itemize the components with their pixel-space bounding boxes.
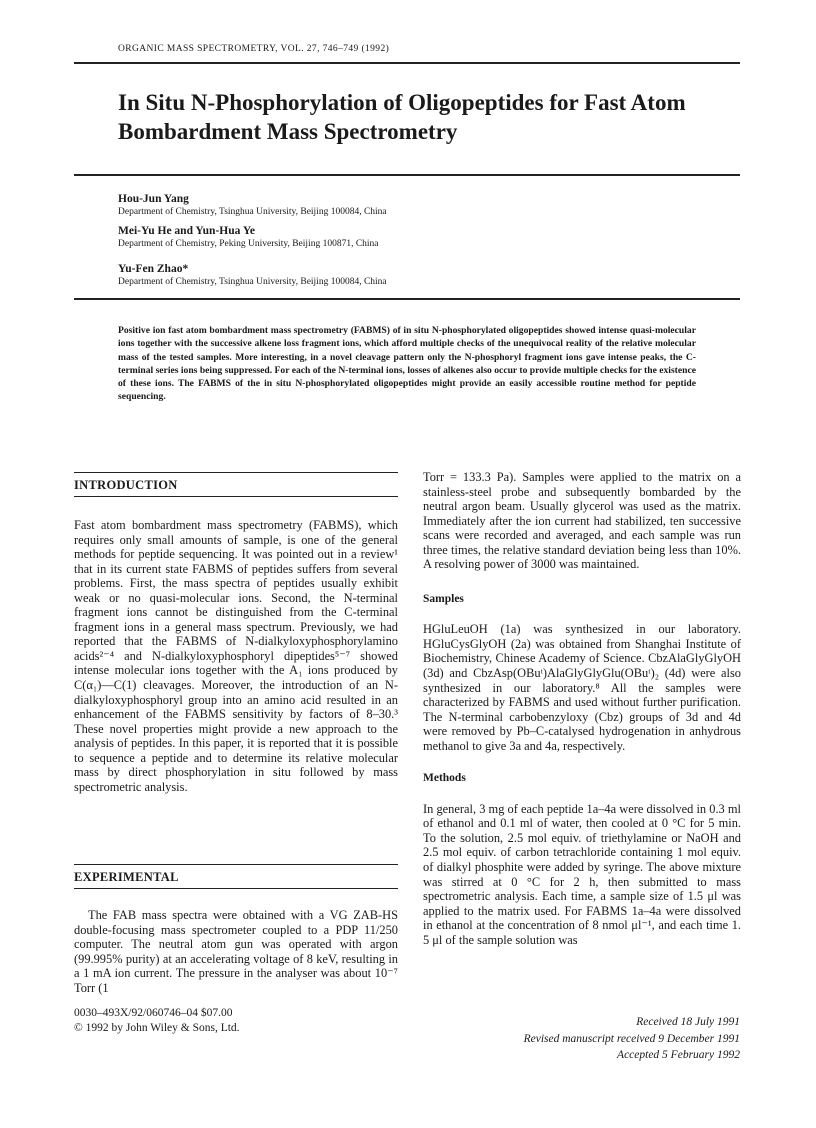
- article-code: 0030–493X/92/060746–04 $07.00: [74, 1007, 233, 1019]
- footer-publication-info: [74, 1006, 240, 1035]
- title-rule: [74, 174, 740, 176]
- author-entry: [118, 192, 678, 218]
- methods-heading: Methods: [423, 772, 466, 785]
- author-affiliation: Department of Chemistry, Tsinghua University, Beijing 100084, China: [118, 207, 387, 217]
- introduction-text: [74, 518, 398, 794]
- journal-header: ORGANIC MASS SPECTROMETRY, VOL. 27, 746–749 (1992): [118, 44, 390, 54]
- methods-paragraph: In general, 3 mg of each peptide 1a–4a were dissolved in 0.3 ml of ethanol and 0.1 ml of water, then cooled at 0 °C for 5 min. To the solution, 2.5 mol equiv. of triethylamine or NaOH and 2.5 mol equiv. of carbon tetrachloride containing 1 mol equiv. of dialkyl phosphite were added by syringe. The above mixture was stirred at 0 °C for 2 h, then submitted to mass spectrometric analysis. Each time, a sample size of 1.5 μl was applied to the matrix used. For FABMS 1a–4a were dissolved in ethanol at the concentration of 8 nmol μl⁻¹, and each time 1. 5 μl of the sample solution was: [423, 801, 741, 947]
- author-affiliation: Department of Chemistry, Peking University, Beijing 100871, China: [118, 239, 379, 249]
- introduction-heading-box: [74, 472, 398, 497]
- received-date: Received 18 July 1991: [636, 1016, 740, 1028]
- introduction-paragraph: Fast atom bombardment mass spectrometry (FABMS), which requires only small amounts of sample, is one of the general methods for peptide sequencing. It was pointed out in a review¹ that in its current state FABMS of peptides suffers from several problems. First, the mass spectra of peptides usually exhibit weak or no quasi-molecular ions. Second, the N-terminal fragment ions cannot be distinguished from the C-terminal fragment ions in a general mass spectrum. Previously, we had reported that the FABMS of N-dialkyloxyphosphorylamino acids²⁻⁴ and N-dialkyloxyphosphoryl dipeptides⁵⁻⁷ showed intense molecular ions together with the A₁ ions produced by C(α₁)—C(1) cleavages. Moreover, the introduction of an N-dialkyloxyphosphoryl group into an amino acid resulted in an enhancement of the FABMS sensitivity by factors of 8–30.³ These novel properties might provide a new approach to the analysis of peptides. In this paper, it is reported that it is possible to sequence a peptide and to determine its relative molecular mass by direct phosphorylation in situ followed by mass spectrometric analysis.: [74, 518, 398, 794]
- experimental-heading-box: [74, 864, 398, 889]
- abstract: Positive ion fast atom bombardment mass spectrometry (FABMS) of in situ N-phosphorylated oligopeptides showed intense quasi-molecular ions together with the successive alkene loss fragment ions, which afford multiple checks of the unequivocal reality of the relative molecular mass of the tested samples. More interesting, in a novel cleavage pattern only the N-phosphoryl fragment ions gave intense peaks, the C-terminal series ions being suppressed. For each of the N-terminal ions, losses of alkenes also occur to provide multiple checks for the existence of these ions. The FABMS of the in situ N-phosphorylated oligopeptides might provide an easily accessible routine method for peptide sequencing.: [118, 325, 696, 403]
- author-name: Hou-Jun Yang: [118, 193, 189, 205]
- accepted-date: Accepted 5 February 1992: [617, 1049, 740, 1061]
- copyright: © 1992 by John Wiley & Sons, Ltd.: [74, 1021, 240, 1034]
- footer-dates: [480, 1014, 740, 1064]
- author-entry: [118, 262, 678, 288]
- author-name: Yu-Fen Zhao*: [118, 263, 189, 275]
- experimental-text: [74, 908, 398, 995]
- author-name: Mei-Yu He and Yun-Hua Ye: [118, 225, 255, 237]
- header-rule: [74, 62, 740, 64]
- author-affiliation: Department of Chemistry, Tsinghua University, Beijing 100084, China: [118, 277, 387, 287]
- samples-paragraph: HGluLeuOH (1a) was synthesized in our laboratory. HGluCysGlyOH (2a) was obtained from Shanghai Institute of Biochemistry, Chinese Academy of Science. CbzAlaGlyGlyOH (3d) and CbzAsp(OBuᵗ)AlaGlyGlyGlu(OBuᵗ)₂ (4d) were also synthesized in our laboratory.⁸ All the samples were characterized by FABMS and used without further purification. The N-terminal carbobenzyloxy (Cbz) groups of 3d and 4d were removed by Pb–C-catalysed hydrogenation in anhydrous methanol to give 3a and 4a, respectively.: [423, 622, 741, 753]
- authors-rule: [74, 298, 740, 300]
- author-entry: [118, 224, 678, 250]
- experimental-continuation: Torr = 133.3 Pa). Samples were applied to the matrix on a stainless-steel probe and subsequently bombarded by the neutral argon beam. Usually glycerol was used as the matrix. Immediately after the ion current had stabilized, ten successive scans were recorded and averaged, and each sample was run three times, the relative standard deviation being less than 10%. A resolving power of 3000 was maintained.: [423, 470, 741, 572]
- experimental-heading: EXPERIMENTAL: [74, 870, 179, 885]
- introduction-heading: INTRODUCTION: [74, 478, 178, 493]
- revised-date: Revised manuscript received 9 December 1991: [523, 1032, 740, 1045]
- right-column: [423, 470, 741, 947]
- samples-heading: Samples: [423, 592, 464, 605]
- experimental-paragraph: The FAB mass spectra were obtained with a VG ZAB-HS double-focusing mass spectrometer coupled to a PDP 11/250 computer. The neutral atom gun was operated with argon (99.995% purity) at an accelerating voltage of 8 keV, resulting in a 1 mA ion current. The pressure in the analyser was about 10⁻⁷ Torr (1: [74, 908, 398, 995]
- article-title: In Situ N-Phosphorylation of Oligopeptides for Fast Atom Bombardment Mass Spectrometry: [118, 90, 686, 144]
